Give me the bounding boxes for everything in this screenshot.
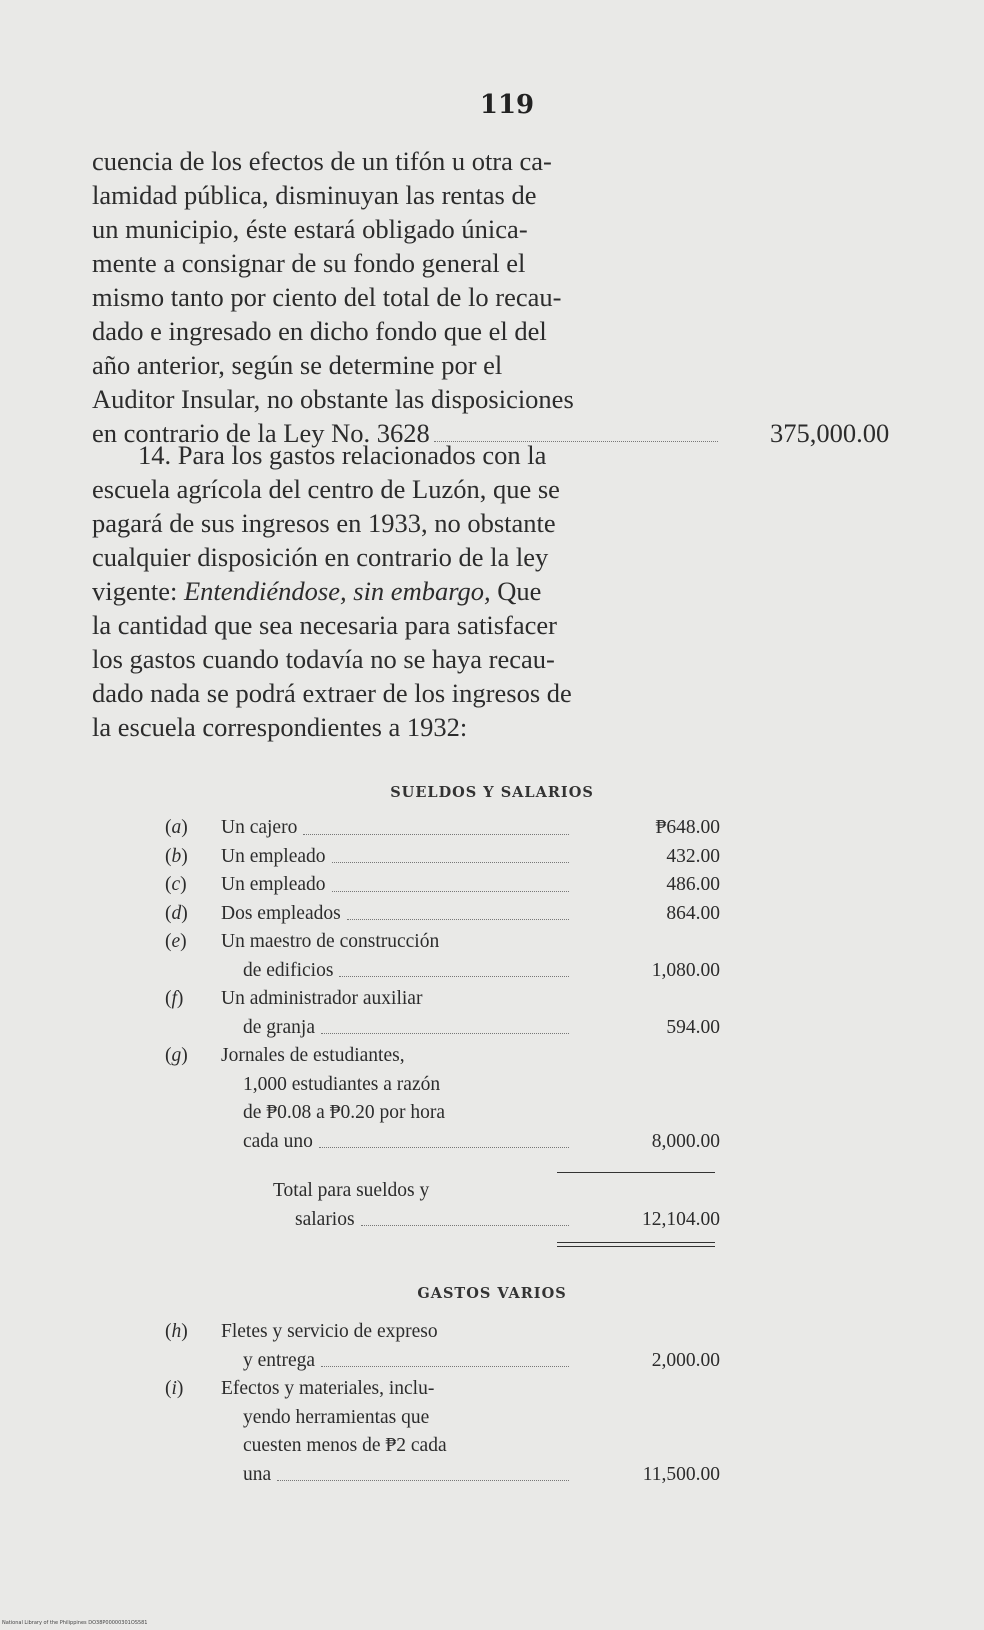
item-description xyxy=(221,928,569,985)
total-label xyxy=(273,1177,569,1234)
item-label: Dos empleados xyxy=(221,902,341,924)
item-description xyxy=(221,1375,569,1489)
item-description xyxy=(221,900,569,929)
paragraph-1-line: dado e ingresado en dicho fondo que el del xyxy=(92,316,547,346)
paragraph-2-line: los gastos cuando todavía no se haya recau- xyxy=(92,644,555,674)
item-description xyxy=(221,814,569,843)
leader-dots xyxy=(321,1347,569,1368)
sueldos-items-list xyxy=(165,814,720,1156)
item-amount: 1,080.00 xyxy=(651,959,720,981)
total-label-line: Total para sueldos y xyxy=(273,1180,430,1201)
proviso-italic: Entendiéndose, sin embargo, xyxy=(184,576,491,606)
item-description xyxy=(221,1042,569,1156)
line-item xyxy=(165,814,720,843)
item-label: una xyxy=(243,1463,272,1485)
paragraph-2-line: pagará de sus ingresos en 1933, no obstante xyxy=(92,508,556,538)
item-description-line: Un administrador auxiliar xyxy=(221,988,423,1009)
item-amount: ₱648.00 xyxy=(655,817,720,838)
item-amount: 11,500.00 xyxy=(642,1463,720,1485)
item-label: de edificios xyxy=(243,959,334,981)
item-amount: 486.00 xyxy=(666,874,720,895)
paragraph-2-line: la cantidad que sea necesaria para satisfacer xyxy=(92,610,557,640)
leader-dots xyxy=(361,1206,569,1227)
line-item xyxy=(165,985,720,1042)
item-label: Un empleado xyxy=(221,874,326,895)
section-title-gastos-varios: GASTOS VARIOS xyxy=(417,1285,567,1302)
total-row xyxy=(165,1177,720,1234)
paragraph-2-line: 14. Para los gastos relacionados con la xyxy=(138,440,547,470)
item-letter: (e) xyxy=(165,931,187,952)
item-letter: (a) xyxy=(165,817,188,838)
item-description-line: yendo herramientas que xyxy=(243,1406,430,1428)
paragraph-1-line: Auditor Insular, no obstante las disposiciones xyxy=(92,384,574,414)
item-description xyxy=(221,871,569,900)
paragraph-2 xyxy=(92,438,718,744)
item-label: de granja xyxy=(243,1016,316,1038)
paragraph-2-line: dado nada se podrá extraer de los ingresos de xyxy=(92,678,572,708)
paragraph-1-line: mente a consignar de su fondo general el xyxy=(92,248,526,278)
line-item xyxy=(165,1375,720,1489)
line-item xyxy=(165,928,720,985)
item-description-line: 1,000 estudiantes a razón xyxy=(243,1073,441,1095)
leader-dots xyxy=(332,871,569,892)
item-description-line: Un maestro de construcción xyxy=(221,931,440,952)
item-description-line: de ₱0.08 a ₱0.20 por hora xyxy=(243,1102,446,1123)
total-sueldos xyxy=(165,1177,720,1234)
item-letter: (c) xyxy=(165,874,187,895)
paragraph-1-last-text: en contrario de la Ley No. 3628 xyxy=(92,418,430,448)
line-item xyxy=(165,1318,720,1375)
item-letter: (f) xyxy=(165,988,184,1009)
paragraph-1-amount: 375,000.00 xyxy=(770,418,890,448)
item-label: Un empleado xyxy=(221,845,326,867)
item-description xyxy=(221,1318,569,1375)
paragraph-1-line: lamidad pública, disminuyan las rentas de xyxy=(92,180,537,210)
item-amount: 8,000.00 xyxy=(651,1130,720,1152)
item-description-line: cuesten menos de ₱2 cada xyxy=(243,1435,447,1456)
leader-dots xyxy=(303,814,569,835)
vigente-suffix: Que xyxy=(490,576,542,606)
line-item xyxy=(165,843,720,872)
line-item xyxy=(165,871,720,900)
item-amount: 432.00 xyxy=(666,845,720,867)
item-letter: (b) xyxy=(165,845,188,867)
vigente-prefix: vigente: xyxy=(92,576,184,606)
total-amount: 12,104.00 xyxy=(642,1208,720,1230)
paragraph-2-line: cualquier disposición en contrario de la ley xyxy=(92,542,549,572)
leader-dots xyxy=(332,843,569,864)
paragraph-1-line: un municipio, éste estará obligado única- xyxy=(92,214,528,244)
line-item xyxy=(165,1042,720,1156)
item-amount: 2,000.00 xyxy=(651,1349,720,1371)
item-label: cada uno xyxy=(243,1130,313,1152)
item-description xyxy=(221,843,569,872)
item-description-line: Fletes y servicio de expreso xyxy=(221,1321,438,1342)
item-amount: 864.00 xyxy=(666,902,720,924)
paragraph-2-line xyxy=(92,574,718,608)
leader-dots xyxy=(319,1128,569,1149)
item-letter: (d) xyxy=(165,902,188,924)
item-amount: 594.00 xyxy=(666,1016,720,1038)
paragraph-2-line: la escuela correspondientes a 1932: xyxy=(92,712,468,742)
item-description xyxy=(221,985,569,1042)
item-letter: (i) xyxy=(165,1378,184,1399)
item-description-line: Efectos y materiales, inclu- xyxy=(221,1378,435,1399)
item-letter: (h) xyxy=(165,1321,188,1342)
item-letter: (g) xyxy=(165,1045,188,1066)
line-item xyxy=(165,900,720,929)
leader-dots xyxy=(277,1461,569,1482)
total-label-last: salarios xyxy=(295,1208,355,1230)
paragraph-1-line: cuencia de los efectos de un tifón u otra ca- xyxy=(92,146,552,176)
paragraph-1 xyxy=(92,144,718,450)
paragraph-1-line: año anterior, según se determine por el xyxy=(92,350,503,380)
item-label: Un cajero xyxy=(221,817,298,838)
leader-dots xyxy=(321,1014,569,1035)
item-description-line: Jornales de estudiantes, xyxy=(221,1045,405,1066)
footer-attribution: National Library of the Philippines DO38P00000301OS581 xyxy=(2,1620,148,1626)
total-double-rule xyxy=(557,1242,715,1247)
section-title-sueldos: SUELDOS Y SALARIOS xyxy=(390,784,594,801)
leader-dots xyxy=(339,957,569,978)
subtotal-rule xyxy=(557,1172,715,1173)
gastos-varios-items-list xyxy=(165,1318,720,1489)
leader-dots xyxy=(347,900,569,921)
paragraph-2-line: escuela agrícola del centro de Luzón, que se xyxy=(92,474,560,504)
page-number: 119 xyxy=(479,90,535,120)
item-label: y entrega xyxy=(243,1349,316,1371)
paragraph-1-line: mismo tanto por ciento del total de lo recau- xyxy=(92,282,562,312)
